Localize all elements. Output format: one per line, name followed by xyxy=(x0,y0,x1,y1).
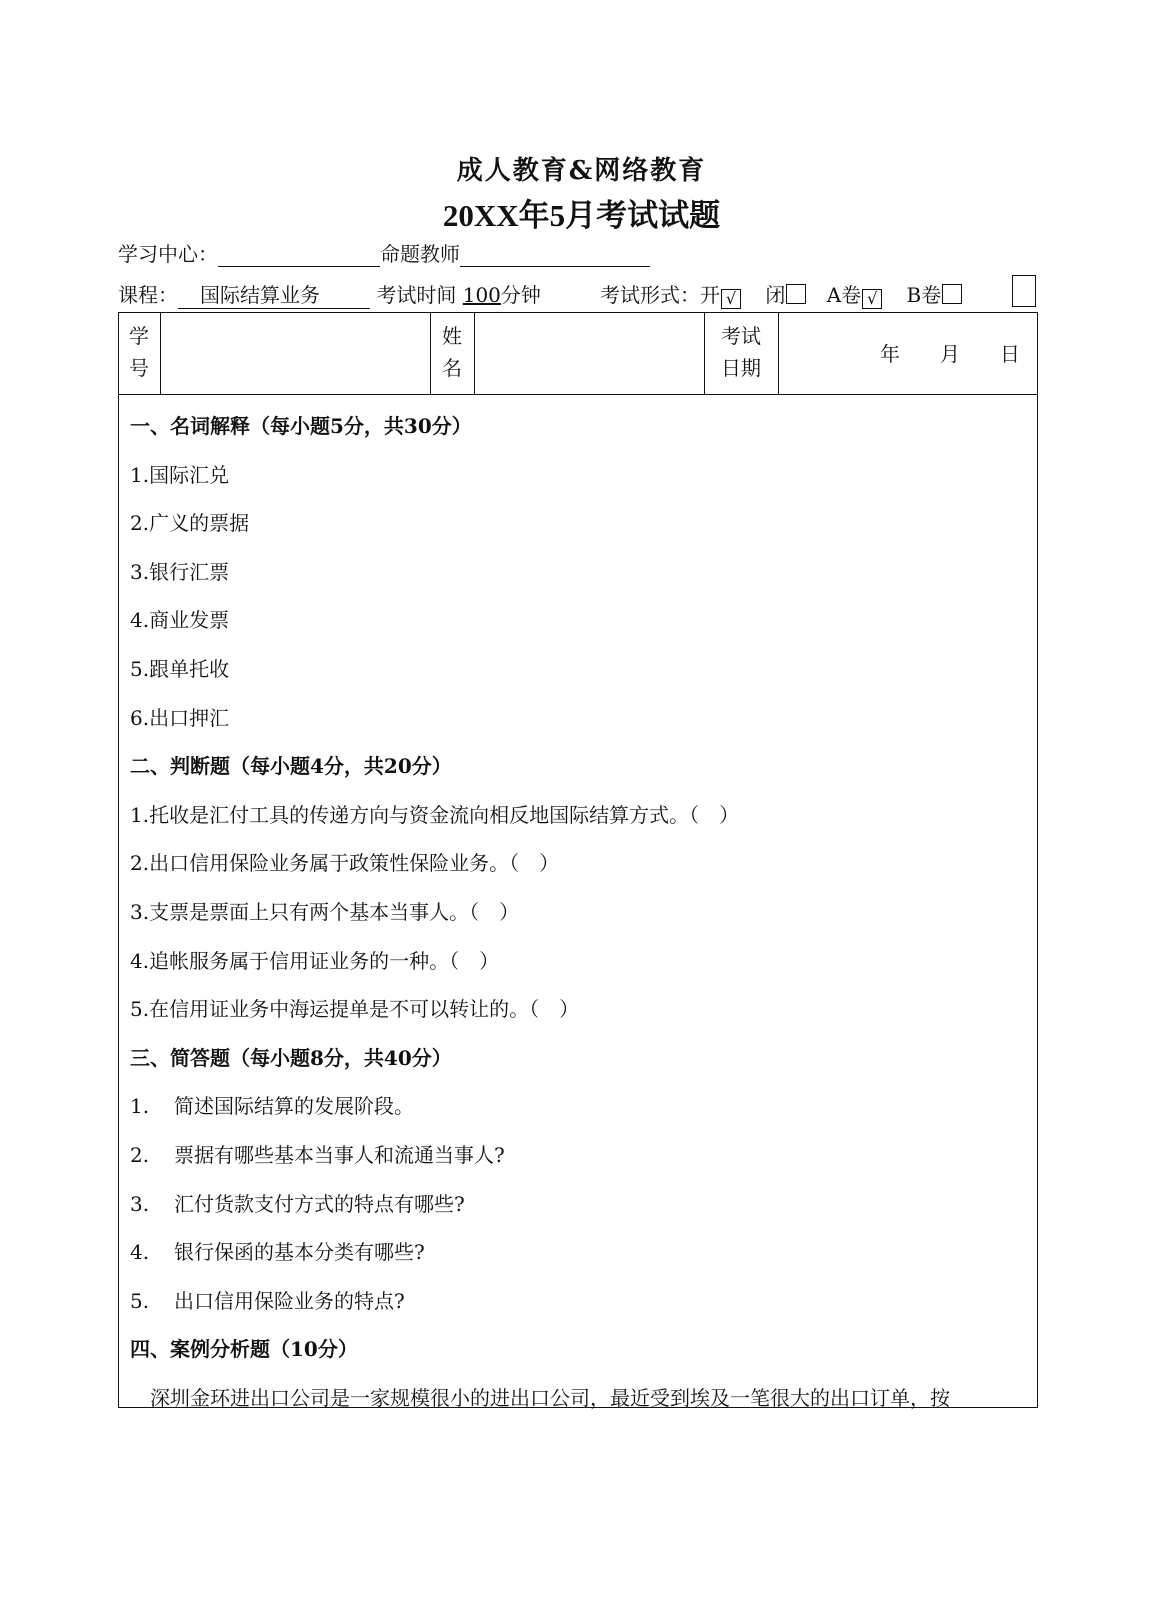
question: 5.在信用证业务中海运提单是不可以转让的。（ ） xyxy=(130,997,580,1022)
student-id-label: 学 号 xyxy=(129,324,149,380)
teacher-field[interactable] xyxy=(460,244,650,267)
paper-a-label: A卷 xyxy=(826,283,862,307)
case-text: 深圳金环进出口公司是一家规模很小的进出口公司，最近受到埃及一笔很大的出口订单，按 xyxy=(150,1385,950,1410)
exam-date-label: 考试 日期 xyxy=(721,324,761,380)
course-label: 课程： xyxy=(118,283,178,307)
exam-time-unit: 分钟 xyxy=(500,283,541,307)
exam-form-line xyxy=(600,279,962,309)
paper-a-checkbox[interactable]: √ xyxy=(862,289,882,309)
name-field[interactable] xyxy=(476,314,702,392)
paper-b-checkbox[interactable] xyxy=(942,284,962,304)
section-heading: 二、判断题（每小题4分，共20分） xyxy=(130,754,452,779)
exam-content xyxy=(130,402,1030,1422)
exam-date-field[interactable]: 年 月 日 xyxy=(880,342,1020,366)
name-label: 姓 名 xyxy=(442,324,462,380)
teacher-label: 命题教师 xyxy=(380,242,460,266)
exam-time-label: 考试时间 xyxy=(376,283,457,307)
divider xyxy=(430,312,431,395)
question: 2.出口信用保险业务属于政策性保险业务。（ ） xyxy=(130,851,560,876)
section-heading: 三、简答题（每小题8分，共40分） xyxy=(130,1045,452,1070)
closed-book-checkbox[interactable] xyxy=(786,284,806,304)
question: 1.托收是汇付工具的传递方向与资金流向相反地国际结算方式。（ ） xyxy=(130,802,740,827)
student-id-field[interactable] xyxy=(162,314,428,392)
question: 4. 银行保函的基本分类有哪些? xyxy=(130,1240,425,1265)
question: 5.跟单托收 xyxy=(130,656,230,681)
question: 5. 出口信用保险业务的特点? xyxy=(130,1288,405,1313)
exam-form-label: 考试形式：开 xyxy=(600,283,720,307)
exam-title: 20XX年5月考试试题 xyxy=(442,198,721,233)
course-value: 国际结算业务 xyxy=(178,279,370,309)
divider xyxy=(778,312,779,395)
header-divider xyxy=(118,394,1038,395)
open-book-checkbox[interactable]: √ xyxy=(721,289,741,309)
divider xyxy=(704,312,705,395)
question: 2. 票据有哪些基本当事人和流通当事人? xyxy=(130,1142,505,1167)
score-box[interactable] xyxy=(1012,275,1036,307)
question: 6.出口押汇 xyxy=(130,705,230,730)
exam-header-title: 成人教育&网络教育 xyxy=(456,156,707,186)
question: 3.支票是票面上只有两个基本当事人。（ ） xyxy=(130,899,520,924)
closed-book-label: 闭 xyxy=(765,283,786,307)
divider xyxy=(160,312,161,395)
question: 3. 汇付货款支付方式的特点有哪些? xyxy=(130,1191,465,1216)
question: 4.商业发票 xyxy=(130,608,230,633)
exam-time-value: 100 xyxy=(462,283,501,307)
info-line-2 xyxy=(118,279,541,309)
learning-center-label: 学习中心： xyxy=(118,242,218,266)
question: 2.广义的票据 xyxy=(130,511,250,536)
learning-center-field[interactable] xyxy=(218,244,380,267)
question: 1.国际汇兑 xyxy=(130,462,230,487)
question: 1. 简述国际结算的发展阶段。 xyxy=(130,1094,414,1119)
section-heading: 一、名词解释（每小题5分，共30分） xyxy=(130,414,472,438)
question: 3.银行汇票 xyxy=(130,559,230,584)
divider xyxy=(474,312,475,395)
info-line-1 xyxy=(118,238,650,267)
question: 4.追帐服务属于信用证业务的一种。（ ） xyxy=(130,948,500,973)
paper-b-label: B卷 xyxy=(906,283,942,307)
section-heading: 四、案例分析题（10分） xyxy=(130,1337,358,1362)
